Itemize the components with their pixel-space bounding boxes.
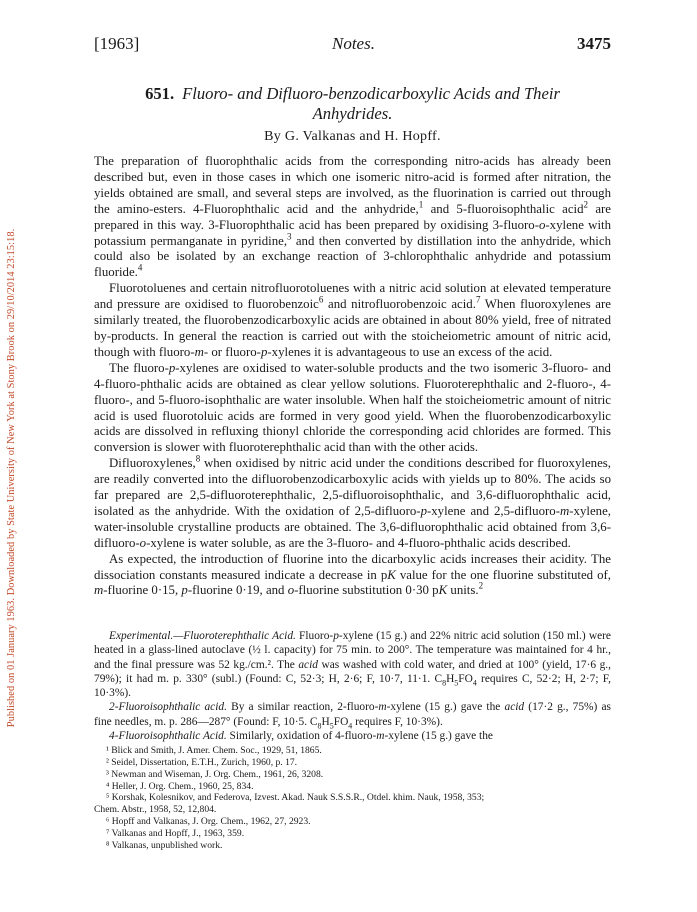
paragraph-3: The fluoro-p-xylenes are oxidised to water-soluble products and the two isomeric 3-fluoro- and 4-fluoro-phthalic acids are obtained as clear yellow solutions. Fluoroterephthalic and 2-fluoro-, 4-fluoro-, and 5-fluoro-isophthalic are water insoluble. When half the stoicheiometric amount of nitric acid is used fluorotoluic acids are formed in very good yield. When the fluorobenzodicarboxylic acids are dissolved in refluxing thionyl chloride the corresponding acid chlorides are formed. This conversion is slower with fluoroterephthalic acid than with the other acids. <box>94 360 611 455</box>
header-year: [1963] <box>94 34 140 53</box>
authors: By G. Valkanas and H. Hopff. <box>264 129 441 144</box>
reference-5-continued: Chem. Abstr., 1958, 52, 12,804. <box>94 804 217 816</box>
reference-5: ⁵ Korshak, Kolesnikov, and Federova, Izvest. Akad. Nauk S.S.S.R., Otdel. khim. Nauk, 1958, 353; <box>106 792 485 804</box>
footnotes <box>94 745 611 852</box>
paragraph-2: Fluorotoluenes and certain nitrofluorotoluenes with a nitric acid solution at elevated temperature and pressure are oxidised to fluorobenzoic$^6$ and nitrofluorobenzoic acid.$^7$ When fluoroxylenes are similarly treated, the fluorobenzodicarboxylic acids are obtained in about 80% yield, free of nitrated by-products. In general the reaction is carried out with the stoicheiometric amount of nitric acid, though with fluoro-m- or fluoro-p-xylenes it is advantageous to use an excess of the acid. <box>94 281 611 359</box>
reference-4: ⁴ Heller, J. Org. Chem., 1960, 25, 834. <box>106 780 254 792</box>
article-number: 651. <box>145 84 175 103</box>
page-number: 3475 <box>577 34 611 53</box>
experimental-paragraph-2: 2-Fluoroisophthalic acid. By a similar reaction, 2-fluoro-m-xylene (15 g.) gave the acid (17·2 g., 75%) as fine needles, m. p. 286—287° (Found: F, 10·5. $C_8H_5FO_4$ requires F, 10·3%). <box>94 701 611 731</box>
reference-7: ⁷ Valkanas and Hopff, J., 1963, 359. <box>106 827 245 839</box>
header-section: Notes. <box>332 34 375 53</box>
reference-1: ¹ Blick and Smith, J. Amer. Chem. Soc., 1929, 51, 1865. <box>106 745 322 756</box>
paragraph-5: As expected, the introduction of fluorine into the dicarboxylic acids increases their acidity. The dissociation constants measured indicate a decrease in pK value for the one fluorine substituted of, m-fluorine 0·15, p-fluorine 0·19, and o-fluorine substitution 0·30 pK units.$^2$ <box>94 551 611 598</box>
paragraph-1: The preparation of fluorophthalic acids from the corresponding nitro-acids has already been described but, even in those cases in which one isomeric nitro-acid is formed after nitration, the yields obtained are small, and several steps are involved, as the fluorination is carried out through the amino-esters. 4-Fluorophthalic acid and the anhydride,$^1$ and 5-fluoroisophthalic acid$^2$ are prepared in this way. 3-Fluorophthalic acid has been prepared by oxidising 3-fluoro-o-xylene with potassium permanganate in pyridine,$^3$ and then converted by distillation into the anhydride, which could also be isolated by an exchange reaction of 3-chlorophthalic anhydride and potassium fluoride.$^4$ <box>94 154 611 280</box>
experimental-section <box>94 629 611 743</box>
reference-6: ⁶ Hopff and Valkanas, J. Org. Chem., 1962, 27, 2923. <box>106 816 311 828</box>
download-notice: Published on 01 January 1963. Downloaded by State University of New York at Stony Brook on 29/10/2014 23:15:18. <box>6 228 17 728</box>
experimental-paragraph-1: Experimental.—Fluoroterephthalic Acid. Fluoro-p-xylene (15 g.) and 22% nitric acid solution (150 ml.) were heated in a glass-lined autoclave (½ l. capacity) for 75 min. to 200°. The temperature was maintained for 4 hr., and the final pressure was 52 kg./cm.². The acid was washed with cold water, and dried at 100° (yield, 17·6 g., 79%); it had m. p. 330° (subl.) (Found: C, 52·3; H, 2·6; F, 10·7, 11·1. $C_8H_5FO_4$ requires C, 52·2; H, 2·7; F, 10·3%). <box>94 630 611 700</box>
article-title <box>94 84 611 124</box>
running-header <box>94 34 611 56</box>
reference-2: ² Seidel, Dissertation, E.T.H., Zurich, 1960, p. 17. <box>106 756 298 768</box>
title-line-2: Anhydrides. <box>312 104 393 123</box>
reference-3: ³ Newman and Wiseman, J. Org. Chem., 1961, 26, 3208. <box>106 768 324 780</box>
title-line-1: Fluoro- and Difluoro-benzodicarboxylic Acids and Their <box>182 84 560 103</box>
reference-8: ⁸ Valkanas, unpublished work. <box>106 839 223 851</box>
article-body <box>94 154 611 599</box>
paragraph-4: Difluoroxylenes,$^8$ when oxidised by nitric acid under the conditions described for fluoroxylenes, are readily converted into the difluorobenzodicarboxylic acids with yields up to 80%. The acids so far prepared are 2,5-difluoroterephthalic, 2,5-difluoroisophthalic, and 3,6-difluorophthalic acid, isolated as the anhydride. With the oxidation of 2,5-difluoro-p-xylene and 2,5-difluoro-m-xylene, water-insoluble crystalline products are obtained. The 3,6-difluorophthalic acid obtained from 3,6-difluoro-o-xylene is water soluble, as are the 3-fluoro- and 4-fluoro-phthalic acids described. <box>94 453 612 550</box>
experimental-paragraph-3: 4-Fluoroisophthalic Acid. Similarly, oxidation of 4-fluoro-m-xylene (15 g.) gave the <box>109 730 493 743</box>
